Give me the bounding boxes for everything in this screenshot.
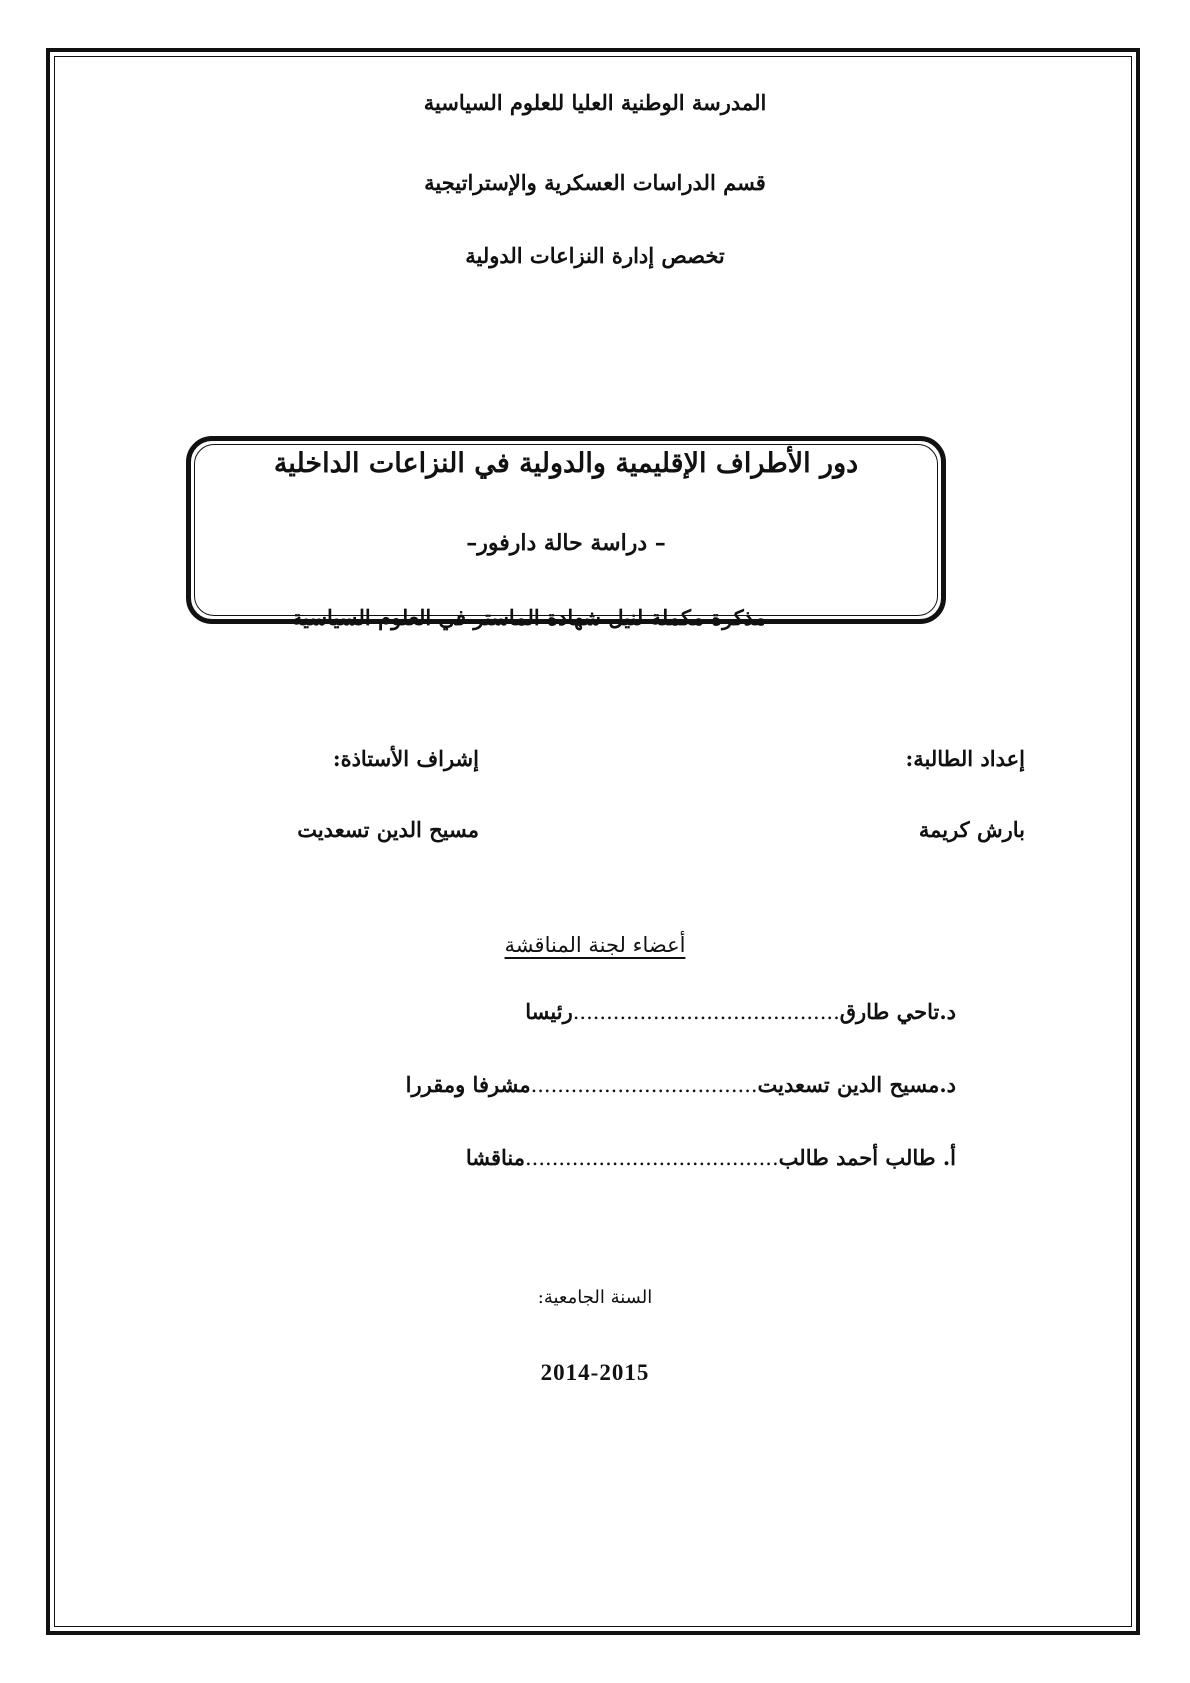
academic-year-value: 2014-2015 [540, 1360, 650, 1385]
member-role: رئيسا [525, 999, 573, 1024]
department-name: قسم الدراسات العسكرية والإستراتيجية [424, 170, 766, 195]
supervisor-name: مسيح الدين تسعديت [297, 817, 479, 842]
student-name: بارش كريمة [918, 817, 1025, 842]
school-name: المدرسة الوطنية العليا للعلوم السياسية [423, 90, 767, 115]
committee-member-3 [466, 1147, 956, 1169]
committee-member-2 [406, 1074, 956, 1096]
member-role: مناقشا [465, 1145, 525, 1170]
prepared-by-label: إعداد الطالبة: [905, 746, 1025, 771]
thesis-title: دور الأطراف الإقليمية والدولية في النزاعات الداخلية [273, 448, 859, 479]
committee-member-1 [525, 1001, 956, 1023]
specialization: تخصص إدارة النزاعات الدولية [465, 243, 725, 268]
member-dots: ........................................ [572, 1000, 840, 1024]
member-dots: .................................. [530, 1073, 758, 1097]
academic-year-label: السنة الجامعية: [537, 1287, 653, 1308]
thesis-subtitle: – دراسة حالة دارفور– [466, 530, 666, 556]
member-name: د.تاحي طارق [839, 999, 956, 1024]
member-name: د.مسيح الدين تسعديت [757, 1072, 956, 1097]
member-name: أ. طالب أحمد طالب [778, 1145, 956, 1170]
member-dots: ...................................... [525, 1146, 779, 1170]
committee-heading: أعضاء لجنة المناقشة [504, 933, 686, 957]
member-role: مشرفا ومقررا [405, 1072, 531, 1097]
degree-note: مذكرة مكملة لنيل شهادة الماستر في العلوم السياسية [291, 605, 766, 630]
supervised-by-label: إشراف الأستاذة: [332, 746, 479, 771]
